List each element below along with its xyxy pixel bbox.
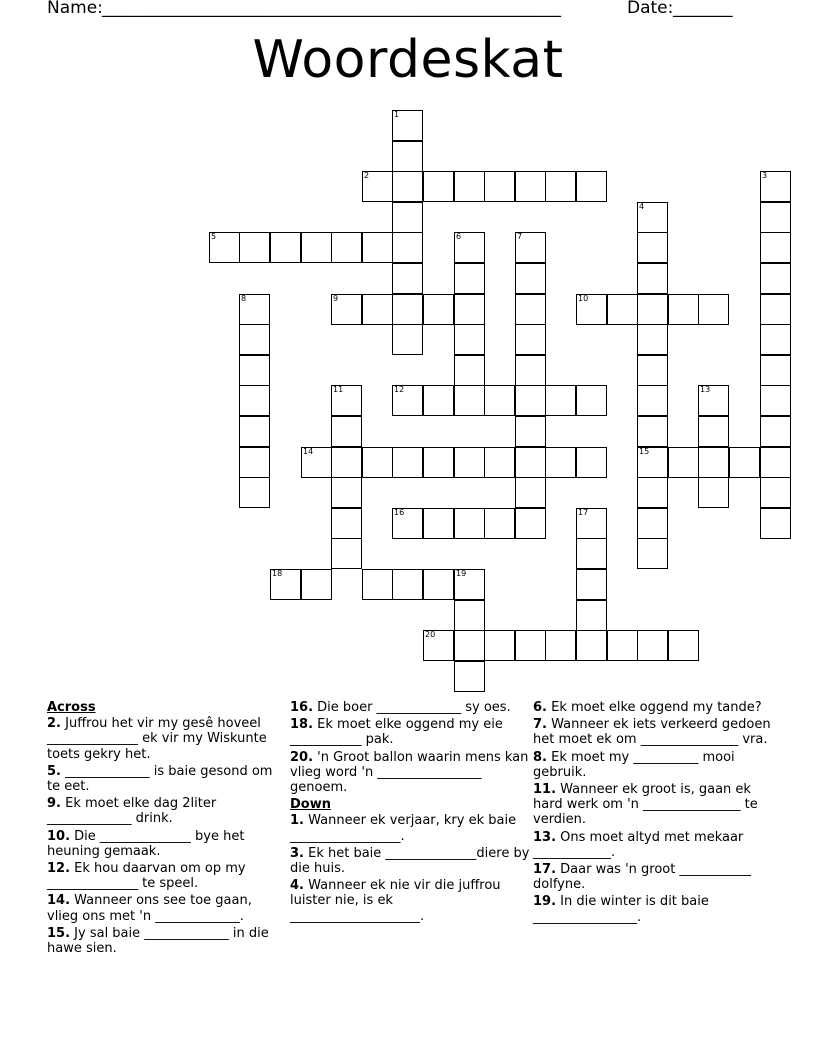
crossword-cell[interactable] [331,477,362,508]
clue-item [533,894,773,924]
clues-column-3 [533,700,773,927]
clue-item [47,926,287,956]
crossword-cell[interactable] [362,447,393,478]
clue-number: 11 [333,385,344,394]
clue-text: Die boer _____________ sy oes. [313,700,511,715]
crossword-cell[interactable] [239,232,270,263]
crossword-cell[interactable] [760,294,791,325]
clue-item [47,716,287,762]
crossword-cell[interactable] [729,447,760,478]
crossword-cell[interactable] [454,661,485,692]
crossword-cell[interactable] [576,294,607,325]
crossword-cell[interactable] [637,508,668,539]
clue-number-label: 13. [533,829,557,845]
clue-number-label: 7. [533,717,547,733]
crossword-cell[interactable] [454,232,485,263]
clue-number: 10 [578,294,589,303]
clue-number: 20 [425,630,436,639]
crossword-cell[interactable] [637,538,668,569]
clue-text: Jy sal baie _____________ in die hawe sien. [47,925,269,957]
name-label: Name: [47,0,103,18]
clue-number-label: 12. [47,861,71,877]
clue-number: 12 [394,385,405,394]
crossword-cell[interactable] [576,630,607,661]
crossword-cell[interactable] [698,294,729,325]
crossword-cell[interactable] [760,171,791,202]
clue-item [290,878,530,924]
date-label: Date: [627,0,674,18]
crossword-cell[interactable] [637,324,668,355]
crossword-cell[interactable] [239,416,270,447]
crossword-cell[interactable] [637,416,668,447]
clue-text: Ek moet elke oggend my tande? [546,700,762,715]
crossword-cell[interactable] [239,477,270,508]
clue-number-label: 17. [533,862,557,878]
clue-text: Ek moet elke dag 2liter _____________ drink. [47,796,217,827]
crossword-cell[interactable] [515,355,546,386]
clue-item [290,700,530,715]
crossword-cell[interactable] [239,355,270,386]
clue-number: 3 [762,171,768,180]
clue-item [533,717,773,747]
crossword-cell[interactable] [668,630,699,661]
crossword-cell[interactable] [576,538,607,569]
crossword-cell[interactable] [392,141,423,172]
crossword-cell[interactable] [239,447,270,478]
clue-item [47,764,287,794]
across-heading: Across [47,700,96,715]
crossword-cell[interactable] [668,447,699,478]
crossword-cell[interactable] [607,294,638,325]
crossword-cell[interactable] [637,477,668,508]
clue-number-label: 20. [290,749,314,765]
crossword-cell[interactable] [545,171,576,202]
clue-item [47,861,287,891]
crossword-cell[interactable] [239,294,270,325]
clue-number-label: 19. [533,894,557,910]
clue-text: Wanneer ek verjaar, kry ek baie _________________. [290,813,517,844]
clue-text: Ek moet elke oggend my eie ___________ pak. [290,717,503,748]
clue-number: 15 [639,447,650,456]
clue-number-label: 5. [47,763,61,779]
clue-item [533,782,773,828]
crossword-cell[interactable] [392,324,423,355]
clue-number-label: 14. [47,893,71,909]
crossword-cell[interactable] [392,263,423,294]
crossword-cell[interactable] [239,324,270,355]
page-title: Woordeskat [252,30,564,90]
crossword-cell[interactable] [760,202,791,233]
crossword-cell[interactable] [515,447,546,478]
clue-item [290,846,530,876]
crossword-cell[interactable] [637,355,668,386]
crossword-cell[interactable] [698,477,729,508]
crossword-cell[interactable] [637,385,668,416]
clue-number-label: 10. [47,828,71,844]
crossword-cell[interactable] [454,569,485,600]
clue-item [47,829,287,859]
clue-item [47,796,287,826]
clue-number: 2 [364,171,370,180]
crossword-cell[interactable] [698,385,729,416]
crossword-cell[interactable] [576,385,607,416]
crossword-cell[interactable] [760,263,791,294]
clue-number-label: 11. [533,782,557,798]
crossword-cell[interactable] [515,416,546,447]
crossword-cell[interactable] [484,630,515,661]
clue-item [290,717,530,747]
crossword-cell[interactable] [545,447,576,478]
clue-number: 5 [211,232,217,241]
across-clue-list-continued [290,700,530,795]
clue-number: 4 [639,202,645,211]
crossword-cell[interactable] [270,569,301,600]
crossword-cell[interactable] [515,263,546,294]
crossword-cell[interactable] [362,569,393,600]
crossword-cell[interactable] [760,232,791,263]
clue-number: 8 [241,294,247,303]
name-blank[interactable]: ______________________________________________________ [102,0,561,18]
crossword-cell[interactable] [576,508,607,539]
crossword-cell[interactable] [668,294,699,325]
crossword-cell[interactable] [454,447,485,478]
clue-text: Ons moet altyd met mekaar ____________. [533,829,744,860]
crossword-cell[interactable] [392,508,423,539]
crossword-cell[interactable] [454,630,485,661]
clue-number-label: 16. [290,700,314,715]
clue-text: 'n Groot ballon waarin mens kan vlieg word 'n ________________ genoem. [290,749,529,796]
crossword-cell[interactable] [515,171,546,202]
crossword-cell[interactable] [698,416,729,447]
crossword-cell[interactable] [545,630,576,661]
clue-text: Juffrou het vir my gesê hoveel ______________ ek vir my Wiskunte toets gekry het. [47,716,267,762]
crossword-cell[interactable] [362,294,393,325]
crossword-cell[interactable] [637,263,668,294]
clue-item [290,750,530,796]
clue-item [47,893,287,923]
down-heading: Down [290,797,331,813]
down-clue-list [290,813,530,923]
crossword-cell[interactable] [209,232,240,263]
crossword-cell[interactable] [454,385,485,416]
crossword-cell[interactable] [484,447,515,478]
crossword-cell[interactable] [454,324,485,355]
clues-column-1 [47,700,287,958]
crossword-cell[interactable] [331,294,362,325]
clue-text: Die ______________ bye het heuning gemaak. [47,828,245,859]
crossword-cell[interactable] [576,447,607,478]
crossword-cell[interactable] [515,232,546,263]
clue-number: 18 [272,569,283,578]
clue-item [533,830,773,860]
crossword-cell[interactable] [515,508,546,539]
crossword-cell[interactable] [392,171,423,202]
crossword-cell[interactable] [270,232,301,263]
crossword-cell[interactable] [301,447,332,478]
clue-item [533,750,773,780]
crossword-cell[interactable] [423,630,454,661]
crossword-cell[interactable] [454,355,485,386]
clue-number: 1 [394,110,400,119]
crossword-cell[interactable] [760,324,791,355]
clue-number: 6 [456,232,462,241]
clue-number: 9 [333,294,339,303]
clue-number-label: 18. [290,717,314,733]
crossword-cell[interactable] [760,385,791,416]
crossword-cell[interactable] [637,232,668,263]
crossword-cell[interactable] [760,355,791,386]
clue-text: In die winter is dit baie ________________. [533,894,709,925]
clue-number: 14 [303,447,314,456]
crossword-cell[interactable] [545,385,576,416]
crossword-cell[interactable] [362,232,393,263]
clue-text: Daar was 'n groot ___________ dolfyne. [533,862,751,893]
crossword-cell[interactable] [484,385,515,416]
crossword-cell[interactable] [392,202,423,233]
clue-number: 13 [700,385,711,394]
clue-text: _____________ is baie gesond om te eet. [47,763,273,795]
crossword-cell[interactable] [454,600,485,631]
date-blank[interactable]: _______ [673,0,733,18]
crossword-cell[interactable] [760,447,791,478]
crossword-cell[interactable] [637,294,668,325]
crossword-cell[interactable] [392,110,423,141]
crossword-cell[interactable] [362,171,393,202]
crossword-cell[interactable] [331,447,362,478]
crossword-cell[interactable] [331,538,362,569]
clue-text: Ek het baie ______________diere by die huis. [290,845,530,877]
crossword-cell[interactable] [484,508,515,539]
crossword-cell[interactable] [637,630,668,661]
clue-number-label: 4. [290,878,304,894]
clues-column-2 [290,700,530,926]
clue-text: Wanneer ek iets verkeerd gedoen het moet ek om _______________ vra. [533,717,771,748]
clue-number-label: 9. [47,796,61,812]
crossword-cell[interactable] [331,385,362,416]
crossword-cell[interactable] [423,171,454,202]
clue-number-label: 15. [47,925,71,941]
crossword-cell[interactable] [454,263,485,294]
clue-number-label: 1. [290,813,304,829]
crossword-cell[interactable] [392,569,423,600]
crossword-cell[interactable] [515,324,546,355]
crossword-cell[interactable] [515,630,546,661]
clue-item [533,700,773,715]
clue-number-label: 2. [47,716,61,732]
crossword-cell[interactable] [331,416,362,447]
clue-number: 16 [394,508,405,517]
clue-number: 7 [517,232,523,241]
crossword-cell[interactable] [301,232,332,263]
crossword-cell[interactable] [331,508,362,539]
crossword-cell[interactable] [331,232,362,263]
clue-item [533,862,773,892]
crossword-cell[interactable] [423,294,454,325]
crossword-cell[interactable] [392,385,423,416]
across-clue-list [47,716,287,956]
crossword-cell[interactable] [698,447,729,478]
crossword-cell[interactable] [454,171,485,202]
crossword-cell[interactable] [423,508,454,539]
clue-item [290,813,530,843]
clue-text: Wanneer ons see toe gaan, vlieg ons met 'n _____________. [47,893,252,924]
crossword-cell[interactable] [392,447,423,478]
crossword-cell[interactable] [423,569,454,600]
crossword-cell[interactable] [515,477,546,508]
crossword-cell[interactable] [392,232,423,263]
clue-number-label: 8. [533,749,547,765]
crossword-cell[interactable] [576,569,607,600]
crossword-cell[interactable] [607,630,638,661]
crossword-cell[interactable] [454,508,485,539]
clue-text: Ek moet my __________ mooi gebruik. [533,749,735,780]
clue-text: Wanneer ek groot is, gaan ek hard werk om 'n _______________ te verdien. [533,782,758,828]
clue-text: Wanneer ek nie vir die juffrou luister nie, is ek ____________________. [290,878,501,924]
crossword-cell[interactable] [239,385,270,416]
clue-text: Ek hou daarvan om op my ______________ te speel. [47,861,246,892]
crossword-cell[interactable] [515,385,546,416]
crossword-cell[interactable] [392,294,423,325]
crossword-cell[interactable] [637,202,668,233]
crossword-cell[interactable] [760,416,791,447]
crossword-cell[interactable] [576,171,607,202]
clue-number-label: 6. [533,700,547,715]
crossword-cell[interactable] [637,447,668,478]
clue-number: 19 [456,569,467,578]
crossword-cell[interactable] [576,600,607,631]
crossword-cell[interactable] [484,171,515,202]
crossword-cell[interactable] [423,385,454,416]
crossword-cell[interactable] [423,447,454,478]
crossword-cell[interactable] [760,477,791,508]
crossword-cell[interactable] [515,294,546,325]
crossword-cell[interactable] [301,569,332,600]
clue-number: 17 [578,508,589,517]
clue-number-label: 3. [290,845,304,861]
crossword-cell[interactable] [760,508,791,539]
crossword-cell[interactable] [454,294,485,325]
down-clue-list-continued [533,700,773,925]
